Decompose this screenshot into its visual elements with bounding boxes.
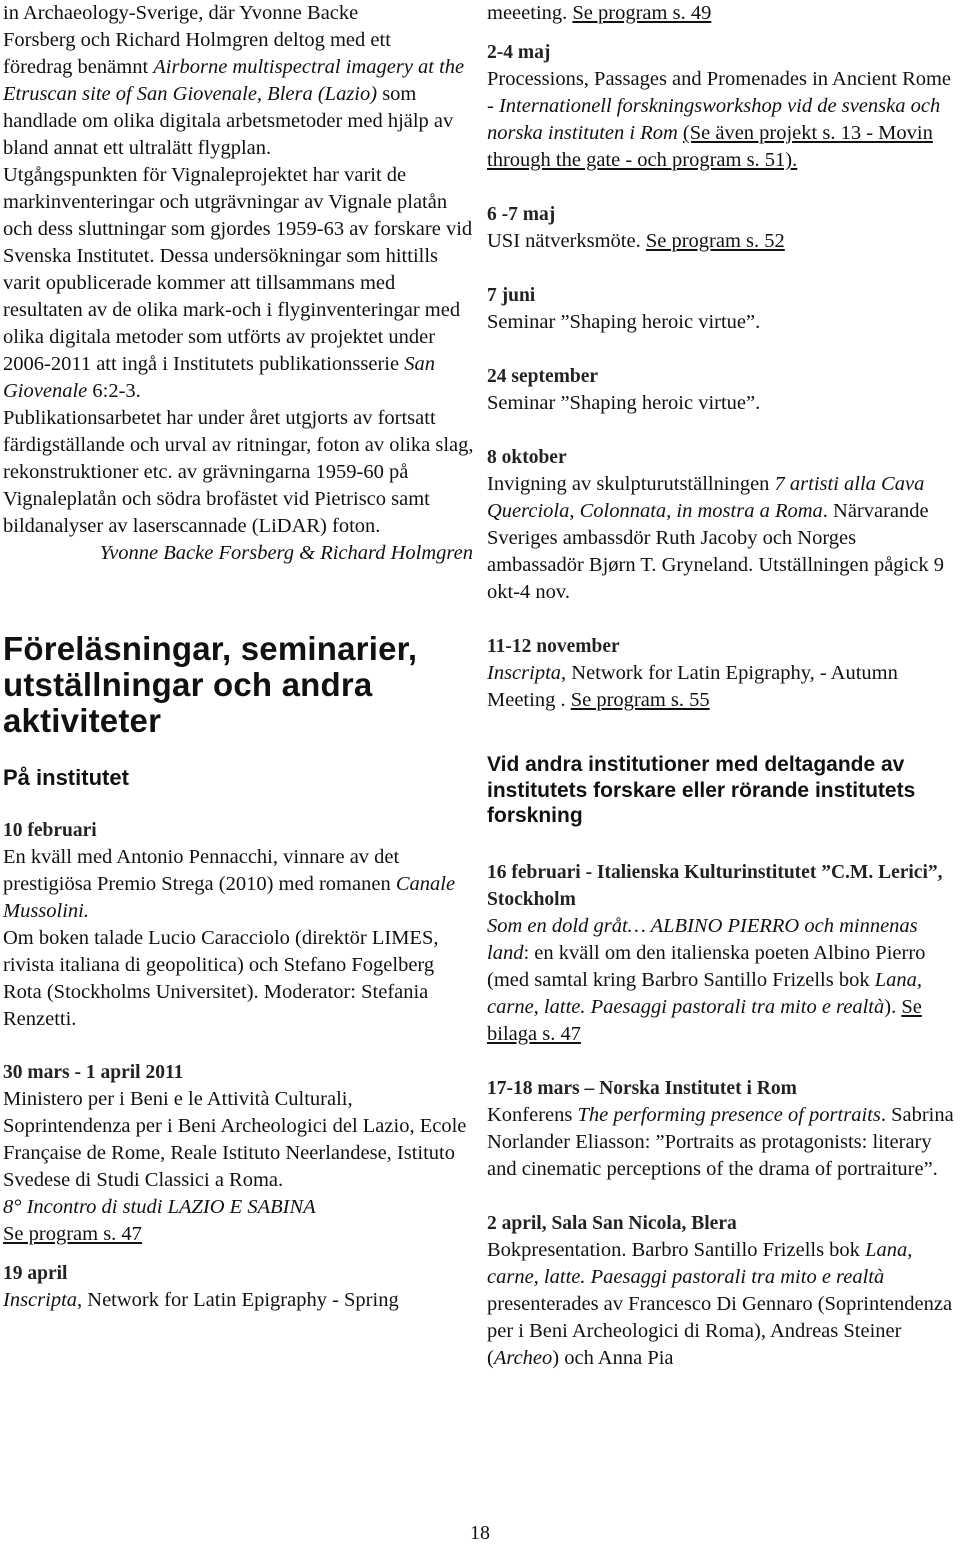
- left-column: [3, 0, 477, 1314]
- event-date: 10 februari: [3, 820, 97, 841]
- event-30-mars: 30 mars - 1 april 2011 Ministero per i Beni e le Attività Culturali, Soprintendenza per i Beni Archeologici del Lazio, Ecole Française de Rome, Reale Istituto Neerlandese, Istituto Svedese di Studi Classici a Roma. 8° Incontro di studi LAZIO E SABINA Se program s. 47: [3, 1062, 467, 1245]
- intro-paragraph-1: in Archaeology-Sverige, där Yvonne Backe Forsberg och Richard Holmgren deltog med ett föredrag benämnt Airborne multispectral imagery at the Etruscan site of San Giovenale, Blera (Lazio) som handlade om olika digitala arbetsmetoder med hjälp av bland annat ett ultralätt flygplan.: [3, 2, 465, 159]
- event-10-februari: 10 februari En kväll med Antonio Pennacchi, vinnare av det prestigiösa Premio Strega (2010) med romanen Canale Mussolini. Om boken talade Lucio Caracciolo (direktör LIMES, rivista italiana di geopolitica) och Stefano Fogelberg Rota (Stockholms Universitet). Moderator: Stefania Renzetti.: [3, 820, 456, 1030]
- event-date: 8 oktober: [487, 447, 567, 468]
- event-2-april: 2 april, Sala San Nicola, Blera Bokpresentation. Barbro Santillo Frizells bok Lana, carne, latte. Paesaggi pastorali tra mito e realtà presenterades av Francesco Di Gennaro (Soprintendenza per i Beni Archeologici di Roma), Andreas Steiner (Archeo) och Anna Pia: [487, 1212, 953, 1369]
- program-link[interactable]: Se program s. 47: [3, 1223, 142, 1245]
- page-number: 18: [470, 1522, 490, 1544]
- event-date: 16 februari - Italienska Kulturinstitutet ”C.M. Lerici”, Stockholm: [487, 861, 943, 910]
- event-date: 24 september: [487, 366, 599, 387]
- paper-title: Airborne multispectral imagery at the Etruscan site of San Giovenale, Blera (Lazio): [3, 56, 465, 105]
- section-subheading: På institutet: [3, 765, 129, 790]
- event-2-4-maj: 2-4 maj Processions, Passages and Promenades in Ancient Rome - Internationell forskningsworkshop vid de svenska och norska instituten i Rom (Se även projekt s. 13 - Movin through the gate - och program s. 51).: [487, 42, 952, 171]
- event-7-juni: 7 juni Seminar ”Shaping heroic virtue”.: [487, 285, 761, 333]
- program-link[interactable]: Se program s. 55: [570, 689, 710, 711]
- signature: Yvonne Backe Forsberg & Richard Holmgren: [99, 542, 473, 564]
- other-institutions-heading: Vid andra institutioner med deltagande av institutets forskare eller rörande institutets forskning: [487, 753, 916, 827]
- program-link[interactable]: Se program s. 49: [572, 2, 712, 24]
- event-date: 17-18 mars – Norska Institutet i Rom: [487, 1077, 797, 1099]
- event-19-april: 19 april Inscripta, Network for Latin Epigraphy - Spring: [3, 1263, 399, 1311]
- event-8-oktober: 8 oktober Invigning av skulpturutställningen 7 artisti alla Cava Querciola, Colonnata, in mostra a Roma. Närvarande Sveriges ambassdör Ruth Jacoby och Norges ambassadör Bjørn T. Gryneland. Utställningen pågick 9 okt-4 nov.: [487, 447, 944, 603]
- event-16-februari: 16 februari - Italienska Kulturinstitutet ”C.M. Lerici”, Stockholm Som en dold gråt… ALBINO PIERRO och minnenas land: en kväll om den italienska poeten Albino Pierro (med samtal kring Barbro Santillo Frizells bok Lana, carne, latte. Paesaggi pastorali tra mito e realtà). Se bilaga s. 47: [487, 861, 943, 1045]
- event-11-12-november: 11-12 november Inscripta, Network for Latin Epigraphy, - Autumn Meeting . Se program s. 55: [487, 636, 898, 711]
- event-6-7-maj: 6 -7 maj USI nätverksmöte. Se program s. 52: [487, 204, 785, 252]
- event-24-september: 24 september Seminar ”Shaping heroic virtue”.: [487, 366, 761, 414]
- project-link[interactable]: (Se även projekt s. 13 - Movin through the gate - och program s. 51).: [487, 122, 933, 171]
- right-column: [487, 0, 957, 1372]
- intro-paragraph-3: Publikationsarbetet har under året utgjorts av fortsatt färdigställande och urval av ritningar, foton av olika slag, rekonstruktioner etc. av grävningarna 1959-60 på Vignaleplatån och södra brofästet vid Pietrisco samt bildanalyser av laserscannade (LiDAR) foton.: [3, 407, 474, 537]
- event-17-18-mars: 17-18 mars – Norska Institutet i Rom Konferens The performing presence of portraits. Sabrina Norlander Eliasson: ”Portraits as protagonists: literary and cinematic perceptions of the drama of portraiture”.: [487, 1077, 954, 1180]
- intro-paragraph-2: Utgångspunkten för Vignaleprojektet har varit de markinventeringar och utgrävningar av Vignale platån och dess sluttningar som gjordes 1959-63 av forskare vid Svenska Institutet. Dessa undersökningar som hittills varit opublicerade kommer att tillsammans med resultaten av de olika mark-och i flyginventeringar med olika digitala metoder som utförts av projektet under 2006-2011 att ingå i Institutets publikationsserie San Giovenale 6:2-3.: [3, 164, 473, 402]
- event-date: 7 juni: [487, 285, 536, 306]
- bilaga-link[interactable]: Se bilaga s. 47: [487, 995, 922, 1045]
- event-date: 11-12 november: [487, 636, 620, 657]
- continued-event: meeeting. Se program s. 49: [487, 2, 712, 24]
- event-date: 2-4 maj: [487, 42, 551, 63]
- event-date: 30 mars - 1 april 2011: [3, 1062, 184, 1083]
- event-date: 2 april, Sala San Nicola, Blera: [487, 1212, 737, 1234]
- event-date: 6 -7 maj: [487, 204, 556, 225]
- program-link[interactable]: Se program s. 52: [645, 230, 785, 252]
- section-heading: Föreläsningar, seminarier, utställningar och andra aktiviteter: [3, 630, 418, 739]
- event-date: 19 april: [3, 1263, 68, 1284]
